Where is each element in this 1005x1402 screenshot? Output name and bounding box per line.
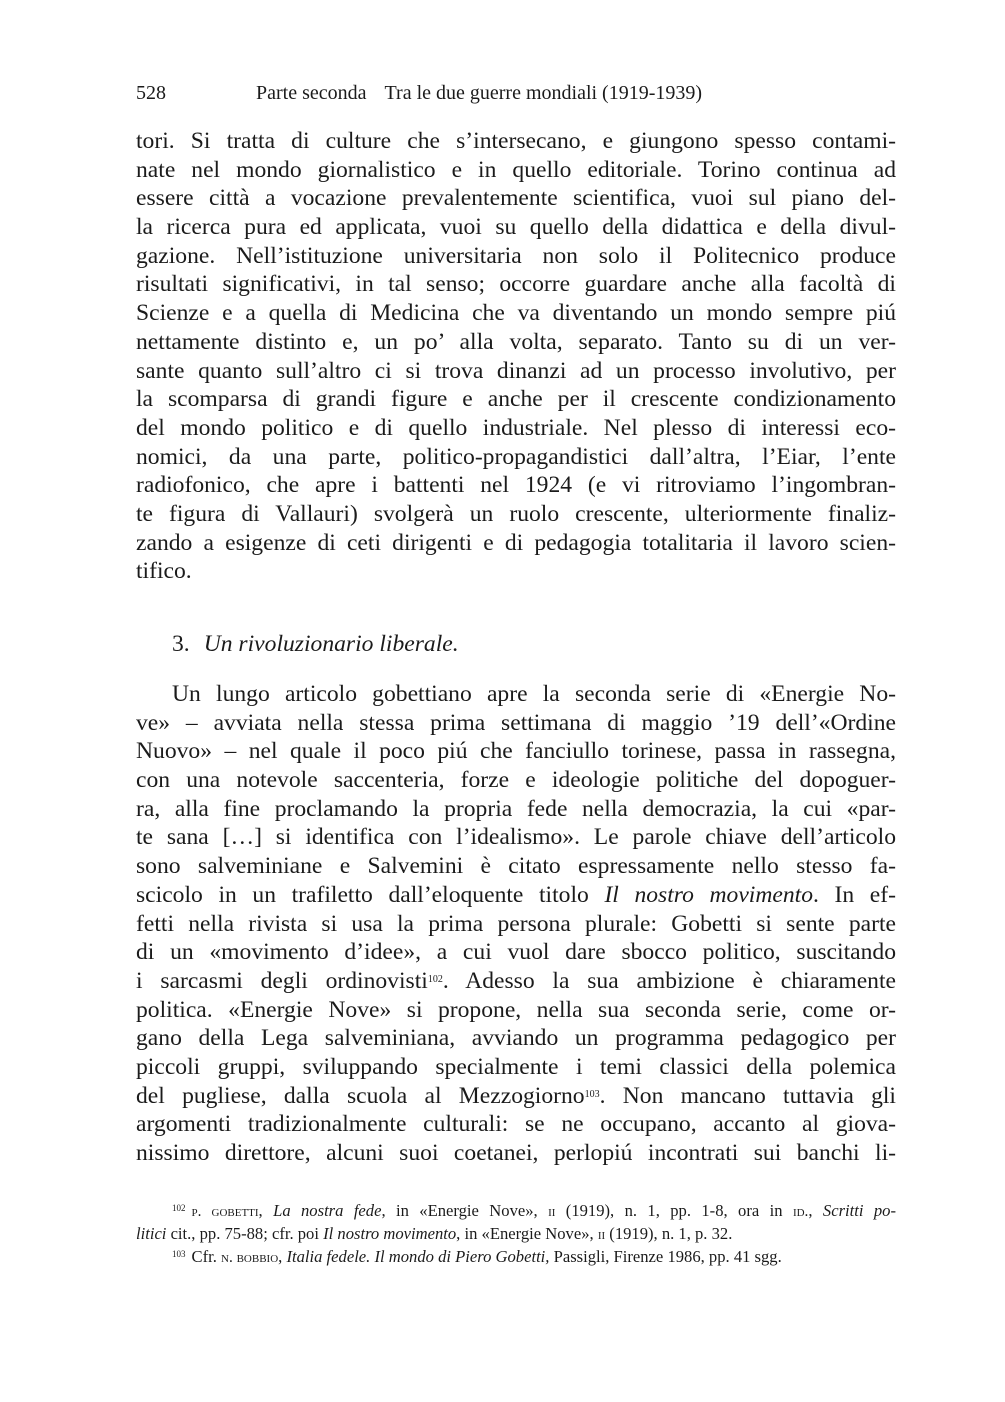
text-line: Scienze e a quella di Medicina che va diventando un mondo sempre piú <box>136 300 896 327</box>
text-line: ve» – avviata nella stessa prima settimana di maggio ’19 dell’«Ordine <box>136 709 896 736</box>
footnote-103-line <box>136 1245 896 1268</box>
text-line: fetti nella rivista si usa la prima persona plurale: Gobetti si sente parte <box>136 910 896 937</box>
footnote-ref-102[interactable]: 102 <box>427 973 443 985</box>
author-name: p. gobetti <box>191 1203 259 1220</box>
author-name: n. bobbio <box>221 1249 279 1266</box>
footnote-number: 102 <box>172 1203 186 1213</box>
footnote-ref-103[interactable]: 103 <box>584 1088 600 1100</box>
text-line: ra, alla fine proclamando la propria fede nella democrazia, la cui «par- <box>136 795 896 822</box>
text-line: del mondo politico e di quello industriale. Nel plesso di interessi eco- <box>136 414 896 441</box>
text-line: nate nel mondo giornalistico e in quello editoriale. Torino continua ad <box>136 156 896 183</box>
italic-title: Il nostro movimento <box>323 1224 457 1243</box>
text-line <box>136 1082 896 1111</box>
text-line: risultati significativi, in tal senso; occorre guardare anche alla facoltà di <box>136 271 896 298</box>
italic-title: Italia fedele. Il mondo di Piero Gobetti, <box>286 1247 550 1266</box>
text-run: scicolo in un trafiletto dall’eloquente titolo <box>136 881 605 908</box>
text-line: zando a esigenze di ceti dirigenti e di pedagogia totalitaria il lavoro scien- <box>136 529 896 556</box>
text-run: . Adesso la sua ambizione è chiaramente <box>442 967 896 994</box>
text-line: tori. Si tratta di culture che s’intersecano, e giungono spesso contami- <box>136 128 896 154</box>
footnote-number: 103 <box>172 1249 186 1259</box>
roman-numeral: ii <box>548 1203 556 1220</box>
text-line: te figura di Vallauri) svolgerà un ruolo crescente, ulteriormente finaliz- <box>136 500 896 527</box>
text-line: argomenti tradizionalmente culturali: se ne occupano, accanto al giova- <box>136 1111 896 1138</box>
text-line: politica. «Energie Nove» si propone, nella sua seconda serie, come or- <box>136 996 896 1023</box>
text-line <box>136 967 896 996</box>
section-heading <box>172 629 459 659</box>
text-run: i sarcasmi degli ordinovisti <box>136 967 428 994</box>
text-line: nettamente distinto e, un po’ alla volta, separato. Tanto su di un ver- <box>136 328 896 355</box>
text-line: tifico. <box>136 558 192 585</box>
text-line: la ricerca pura ed applicata, vuoi su quello della didattica e della divul- <box>136 214 896 241</box>
text-line: con una notevole saccenteria, forze e ideologie politiche del dopoguer- <box>136 767 896 794</box>
text-line: essere città a vocazione prevalentemente scientifica, vuoi sul piano del- <box>136 185 896 212</box>
footnotes <box>136 1199 896 1268</box>
text-run: (1919), n. 1, p. 32. <box>605 1224 733 1243</box>
footnote-102-line <box>136 1222 896 1245</box>
italic-title: La nostra fede <box>273 1201 382 1220</box>
text-run: , in «Energie Nove», <box>456 1224 598 1243</box>
text-line: te sana […] si identifica con l’idealismo». Le parole chiave dell’articolo <box>136 824 896 851</box>
paragraph-2 <box>136 680 896 1168</box>
italic-title: litici <box>136 1224 167 1243</box>
text-run: . Non mancano tuttavia gli <box>599 1082 896 1109</box>
text-line: nissimo direttore, alcuni suoi coetanei, perlopiú incontrati sui banchi li- <box>136 1140 896 1166</box>
text-line: sante quanto sull’altro ci si trova dinanzi ad un processo involutivo, per <box>136 357 896 384</box>
text-run: Passigli, Firenze 1986, pp. 41 sgg. <box>549 1247 782 1266</box>
text-line: nomici, da una parte, politico-propagandistici dall’altra, l’Eiar, l’ente <box>136 443 896 470</box>
text-line: gano della Lega salveminiana, avviando un programma pedagogico per <box>136 1025 896 1052</box>
text-run: , <box>258 1201 274 1220</box>
section-number: 3. <box>172 631 190 657</box>
running-head-title: Tra le due guerre mondiali (1919-1939) <box>384 82 703 104</box>
text-line: radiofonico, che apre i battenti nel 1924 (e vi ritroviamo l’ingombran- <box>136 472 896 499</box>
text-line <box>136 881 896 910</box>
text-run: , in «Energie Nove», <box>381 1201 549 1220</box>
text-line: sono salveminiane e Salvemini è citato espressamente nello stesso fa- <box>136 853 896 880</box>
italic-title: Il nostro movimento <box>604 881 814 908</box>
text-run: cit., pp. 75-88; cfr. poi <box>166 1224 324 1243</box>
text-line: Un lungo articolo gobettiano apre la seconda serie di «Energie No- <box>172 681 896 707</box>
text-line: Nuovo» – nel quale il poco piú che fanciullo torinese, passa in rassegna, <box>136 738 896 765</box>
roman-numeral: ii <box>597 1226 606 1243</box>
text-run: , <box>808 1201 823 1220</box>
paragraph-1 <box>136 127 896 586</box>
text-line: gazione. Nell’istituzione universitaria non solo il Politecnico produce <box>136 242 896 269</box>
text-line: piccoli gruppi, sviluppando specialmente i temi classici della polemica <box>136 1053 896 1080</box>
page-number: 528 <box>136 82 166 104</box>
italic-title: Scritti po- <box>822 1201 896 1220</box>
running-head-part: Parte seconda <box>256 82 367 104</box>
text-run: . In ef- <box>813 881 896 908</box>
text-line: di un «movimento d’idee», a cui vuol dare sbocco politico, suscitando <box>136 939 896 966</box>
footnote-102-line <box>136 1199 896 1222</box>
text-run: del pugliese, dalla scuola al Mezzogiorno <box>136 1082 585 1109</box>
section-title: Un rivoluzionario liberale. <box>203 631 459 657</box>
running-head <box>136 80 896 106</box>
text-line: la scomparsa di grandi figure e anche per il crescente condizionamento <box>136 386 896 413</box>
text-run: Cfr. <box>191 1247 222 1266</box>
text-run: (1919), n. 1, pp. 1-8, ora in <box>555 1201 793 1220</box>
ibid-mark: id. <box>792 1203 809 1220</box>
text-run: , <box>278 1247 287 1266</box>
